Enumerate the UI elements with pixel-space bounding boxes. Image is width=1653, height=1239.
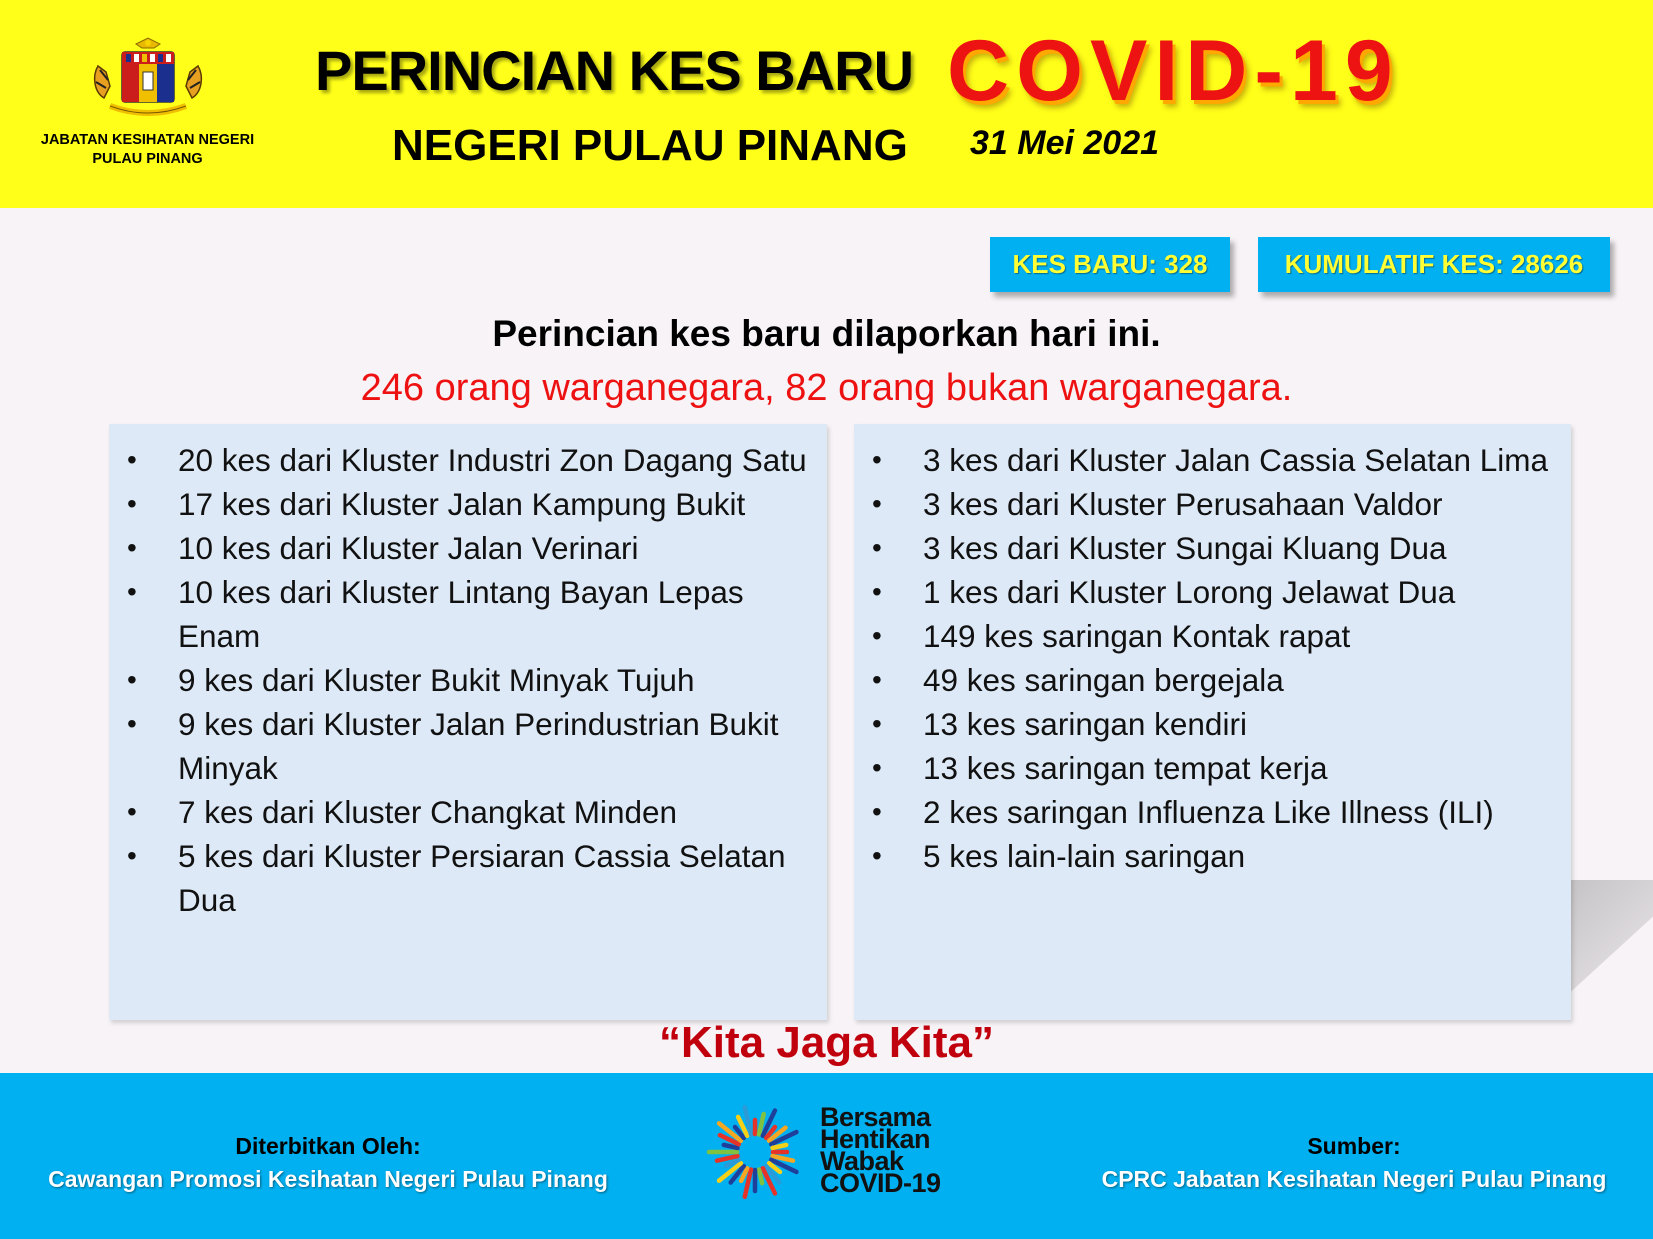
bullet-icon: • <box>872 840 882 871</box>
bullet-icon: • <box>872 576 882 607</box>
bullet-icon: • <box>872 752 882 783</box>
bullet-icon: • <box>127 532 137 563</box>
campaign-line-4: COVID-19 <box>820 1168 941 1198</box>
bullet-icon: • <box>872 708 882 739</box>
list-item: • 17 kes dari Kluster Jalan Kampung Bukit <box>109 482 827 526</box>
department-line-2: PULAU PINANG <box>92 151 203 167</box>
bullet-icon: • <box>872 620 882 651</box>
motto: “Kita Jaga Kita” <box>659 1018 994 1067</box>
sunburst-ray <box>759 1170 762 1184</box>
covid-title: COVID-19 <box>947 23 1400 119</box>
list-item: • 13 kes saringan kendiri <box>854 702 1571 746</box>
state-title: NEGERI PULAU PINANG <box>392 121 908 170</box>
department-line-1: JABATAN KESIHATAN NEGERI <box>40 132 255 148</box>
department-name <box>20 131 275 169</box>
campaign-line-2: Hentikan <box>820 1124 931 1154</box>
list-item: • 9 kes dari Kluster Bukit Minyak Tujuh <box>109 658 827 702</box>
sunburst-ray <box>773 1145 787 1148</box>
header-banner <box>0 0 1653 208</box>
left-cases-panel <box>109 424 827 1020</box>
sunburst-ray <box>724 1145 738 1148</box>
list-item: • 2 kes saringan Influenza Like Illness (ILI) <box>854 790 1571 834</box>
source-name: CPRC Jabatan Kesihatan Negeri Pulau Pinang <box>1101 1166 1607 1192</box>
page-title: PERINCIAN KES BARU <box>315 39 914 102</box>
campaign-line-3: Wabak <box>820 1146 904 1176</box>
list-item: • 5 kes lain-lain saringan <box>854 834 1571 878</box>
list-item: • 49 kes saringan bergejala <box>854 658 1571 702</box>
list-item: • 5 kes dari Kluster Persiaran Cassia Selatan Dua <box>109 834 827 922</box>
new-cases-badge: KES BARU: 328 <box>990 237 1230 292</box>
bullet-icon: • <box>127 444 137 475</box>
bullet-icon: • <box>872 444 882 475</box>
source-label: Sumber: <box>1307 1133 1401 1159</box>
sunburst-logo-icon <box>700 1097 810 1207</box>
bullet-icon: • <box>872 488 882 519</box>
report-date: 31 Mei 2021 <box>970 124 1160 162</box>
malaysia-coat-of-arms-icon <box>88 36 208 126</box>
details-heading: Perincian kes baru dilaporkan hari ini. <box>492 313 1161 354</box>
list-item: • 3 kes dari Kluster Perusahaan Valdor <box>854 482 1571 526</box>
bullet-icon: • <box>127 796 137 827</box>
list-item: • 10 kes dari Kluster Jalan Verinari <box>109 526 827 570</box>
list-item: • 149 kes saringan Kontak rapat <box>854 614 1571 658</box>
bullet-icon: • <box>127 488 137 519</box>
publisher-label: Diterbitkan Oleh: <box>235 1133 421 1159</box>
right-cases-panel <box>854 424 1571 1020</box>
bullet-icon: • <box>127 576 137 607</box>
list-item: • 9 kes dari Kluster Jalan Perindustrian Bukit Minyak <box>109 702 827 790</box>
list-item: • 7 kes dari Kluster Changkat Minden <box>109 790 827 834</box>
campaign-line-1: Bersama <box>820 1102 931 1132</box>
list-item: • 3 kes dari Kluster Sungai Kluang Dua <box>854 526 1571 570</box>
bullet-icon: • <box>872 532 882 563</box>
left-case-list <box>109 424 827 922</box>
list-item: • 1 kes dari Kluster Lorong Jelawat Dua <box>854 570 1571 614</box>
citizenship-summary: 246 orang warganegara, 82 orang bukan warganegara. <box>360 367 1293 409</box>
bullet-icon: • <box>127 664 137 695</box>
bullet-icon: • <box>872 796 882 827</box>
list-item: • 10 kes dari Kluster Lintang Bayan Lepas Enam <box>109 570 827 658</box>
list-item: • 3 kes dari Kluster Jalan Cassia Selatan Lima <box>854 438 1571 482</box>
bullet-icon: • <box>872 664 882 695</box>
bullet-icon: • <box>127 708 137 739</box>
cumulative-cases-badge: KUMULATIF KES: 28626 <box>1258 237 1610 292</box>
publisher-name: Cawangan Promosi Kesihatan Negeri Pulau Pinang <box>48 1166 608 1192</box>
bullet-icon: • <box>127 840 137 871</box>
list-item: • 13 kes saringan tempat kerja <box>854 746 1571 790</box>
campaign-slogan <box>820 1102 941 1198</box>
right-case-list <box>854 424 1571 878</box>
list-item: • 20 kes dari Kluster Industri Zon Dagang Satu <box>109 438 827 482</box>
